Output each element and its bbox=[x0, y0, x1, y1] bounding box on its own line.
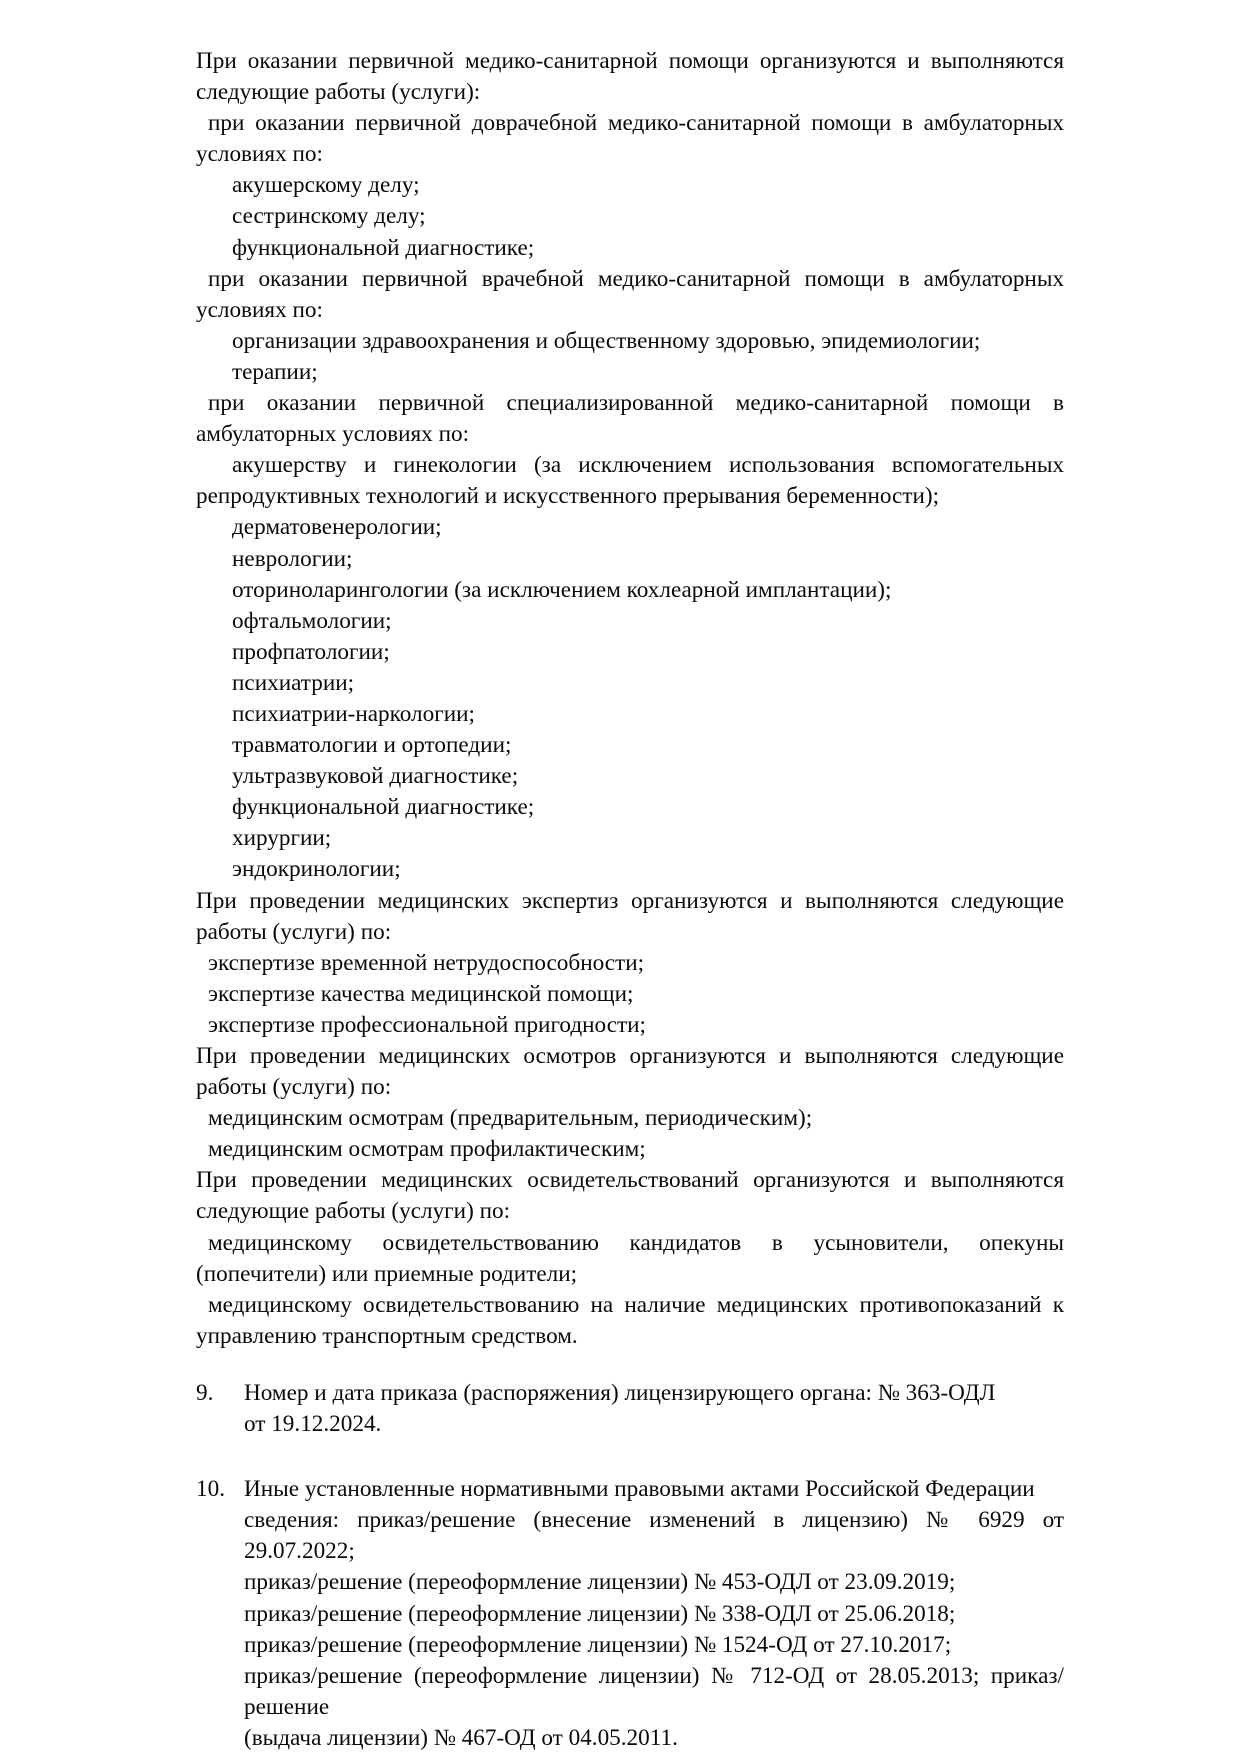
document-content bbox=[196, 46, 1064, 1754]
service-item: функциональной диагностике; bbox=[232, 234, 535, 261]
examination-item: медицинским осмотрам профилактическим; bbox=[208, 1136, 646, 1163]
service-item: травматологии и ортопедии; bbox=[232, 732, 512, 759]
expertise-item: экспертизе профессиональной пригодности; bbox=[208, 1011, 646, 1038]
service-item: неврологии; bbox=[232, 545, 353, 572]
group-lead-in-specialized: при оказании первичной специализированной медико-санитарной помощи в амбулаторных условиях по: bbox=[196, 390, 1064, 448]
primary-care-heading: При оказании первичной медико-санитарной помощи организуются и выполняются следующие работы (услуги): bbox=[196, 48, 1064, 106]
section-line: Иные установленные нормативными правовыми актами Российской Федерации bbox=[244, 1476, 1035, 1503]
service-item: психиатрии; bbox=[232, 669, 355, 696]
section-body bbox=[244, 1474, 1064, 1754]
service-item: терапии; bbox=[232, 358, 318, 385]
service-item: организации здравоохранения и общественному здоровью, эпидемиологии; bbox=[232, 327, 981, 354]
group-lead-in-physician: при оказании первичной врачебной медико-санитарной помощи в амбулаторных условиях по: bbox=[196, 265, 1064, 323]
section-line: приказ/решение (переоформление лицензии) № 1524-ОД от 27.10.2017; bbox=[244, 1631, 952, 1658]
service-item: акушерству и гинекологии (за исключением использования вспомогательных репродуктивных технологий и искусственного прерывания беременности); bbox=[196, 452, 1064, 510]
certification-item: медицинскому освидетельствованию на наличие медицинских противопоказаний к управлению транспортным средством. bbox=[196, 1291, 1064, 1349]
section-line: приказ/решение (переоформление лицензии) № 338-ОДЛ от 25.06.2018; bbox=[244, 1600, 956, 1627]
examination-item: медицинским осмотрам (предварительным, периодическим); bbox=[208, 1105, 813, 1132]
certification-item: медицинскому освидетельствованию кандидатов в усыновители, опекуны (попечители) или приемные родители; bbox=[196, 1229, 1064, 1287]
section-number: 9. bbox=[196, 1379, 214, 1406]
service-item: сестринскому делу; bbox=[232, 203, 426, 230]
section-number: 10. bbox=[196, 1476, 225, 1503]
section-line: сведения: приказ/решение (внесение изменений в лицензию) № 6929 от 29.07.2022; bbox=[244, 1507, 1064, 1565]
certifications-heading: При проведении медицинских освидетельствований организуются и выполняются следующие работы (услуги) по: bbox=[196, 1167, 1064, 1225]
expertise-item: экспертизе временной нетрудоспособности; bbox=[208, 949, 645, 976]
expertise-heading: При проведении медицинских экспертиз организуются и выполняются следующие работы (услуги) по: bbox=[196, 887, 1064, 945]
service-item: эндокринологии; bbox=[232, 856, 401, 883]
section-spacer bbox=[196, 1352, 1064, 1378]
service-item: офтальмологии; bbox=[232, 607, 392, 634]
group-lead-in-prehospital: при оказании первичной доврачебной медико-санитарной помощи в амбулаторных условиях по: bbox=[196, 110, 1064, 168]
section-line: Номер и дата приказа (распоряжения) лицензирующего органа: № 363-ОДЛ bbox=[244, 1379, 996, 1406]
service-item: оториноларингологии (за исключением кохлеарной имплантации); bbox=[232, 576, 892, 603]
numbered-section-10 bbox=[196, 1474, 1064, 1754]
service-item: ультразвуковой диагностике; bbox=[232, 763, 519, 790]
numbered-section-9 bbox=[196, 1378, 1064, 1440]
service-item: дерматовенерологии; bbox=[232, 514, 442, 541]
section-line: приказ/решение (переоформление лицензии) № 712-ОД от 28.05.2013; приказ/решение bbox=[244, 1662, 1064, 1720]
service-item: акушерскому делу; bbox=[232, 172, 420, 199]
service-item: хирургии; bbox=[232, 825, 332, 852]
service-item: функциональной диагностике; bbox=[232, 794, 535, 821]
service-item: профпатологии; bbox=[232, 638, 390, 665]
section-body bbox=[244, 1378, 1064, 1440]
section-spacer bbox=[196, 1440, 1064, 1474]
examinations-heading: При проведении медицинских осмотров организуются и выполняются следующие работы (услуги) по: bbox=[196, 1043, 1064, 1101]
section-line: от 19.12.2024. bbox=[244, 1411, 382, 1438]
section-line: (выдача лицензии) № 467-ОД от 04.05.2011. bbox=[244, 1724, 678, 1751]
expertise-item: экспертизе качества медицинской помощи; bbox=[208, 980, 634, 1007]
section-line: приказ/решение (переоформление лицензии) № 453-ОДЛ от 23.09.2019; bbox=[244, 1569, 956, 1596]
service-item: психиатрии-наркологии; bbox=[232, 700, 475, 727]
